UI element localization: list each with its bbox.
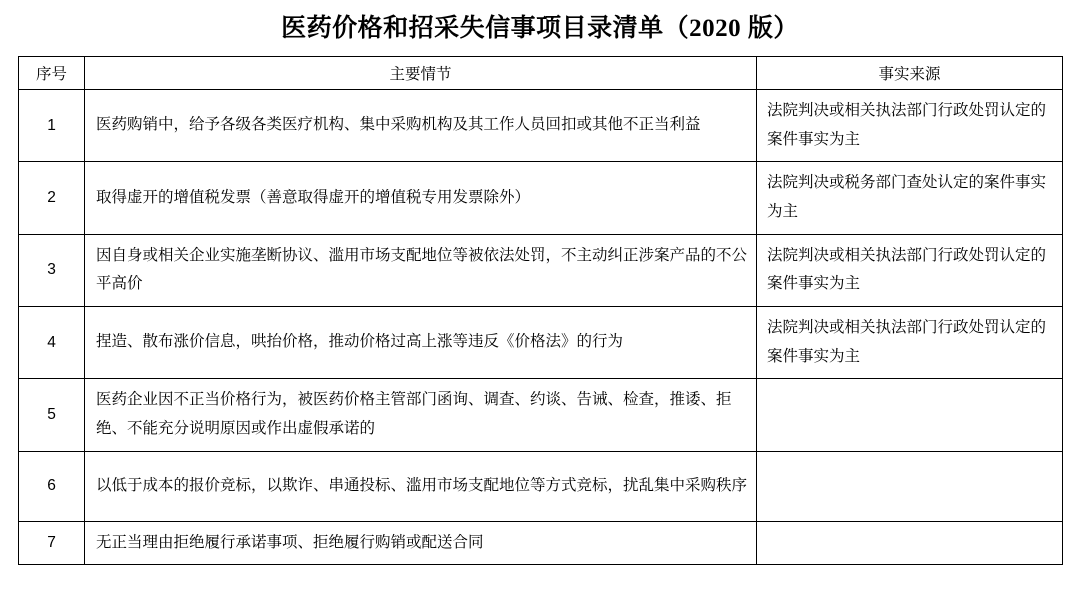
row-number: 5 <box>19 379 85 451</box>
row-number: 6 <box>19 451 85 521</box>
row-main-detail: 医药企业因不正当价格行为，被医药价格主管部门函询、调查、约谈、告诫、检查，推诿、拒绝、不能充分说明原因或作出虚假承诺的 <box>85 379 757 451</box>
column-header-no: 序号 <box>19 57 85 90</box>
row-main-detail: 取得虚开的增值税发票（善意取得虚开的增值税专用发票除外） <box>85 162 757 234</box>
row-fact-source <box>757 451 1063 521</box>
column-header-source: 事实来源 <box>757 57 1063 90</box>
row-fact-source: 法院判决或税务部门查处认定的案件事实为主 <box>757 162 1063 234</box>
row-fact-source <box>757 379 1063 451</box>
table-row <box>19 521 1063 565</box>
row-fact-source: 法院判决或相关执法部门行政处罚认定的案件事实为主 <box>757 234 1063 306</box>
row-number: 7 <box>19 521 85 565</box>
table-row <box>19 379 1063 451</box>
row-number: 1 <box>19 90 85 162</box>
row-main-detail: 无正当理由拒绝履行承诺事项、拒绝履行购销或配送合同 <box>85 521 757 565</box>
column-header-main: 主要情节 <box>85 57 757 90</box>
discredit-items-table <box>18 56 1063 565</box>
row-fact-source: 法院判决或相关执法部门行政处罚认定的案件事实为主 <box>757 307 1063 379</box>
row-fact-source <box>757 521 1063 565</box>
row-number: 3 <box>19 234 85 306</box>
page-title: 医药价格和招采失信事项目录清单（2020 版） <box>281 15 799 42</box>
row-main-detail: 以低于成本的报价竞标，以欺诈、串通投标、滥用市场支配地位等方式竞标，扰乱集中采购秩序 <box>85 451 757 521</box>
table-row <box>19 234 1063 306</box>
table-row <box>19 162 1063 234</box>
table-row <box>19 451 1063 521</box>
table-row <box>19 90 1063 162</box>
row-fact-source: 法院判决或相关执法部门行政处罚认定的案件事实为主 <box>757 90 1063 162</box>
table-row <box>19 307 1063 379</box>
row-number: 4 <box>19 307 85 379</box>
table-body <box>19 90 1063 565</box>
row-main-detail: 医药购销中，给予各级各类医疗机构、集中采购机构及其工作人员回扣或其他不正当利益 <box>85 90 757 162</box>
table-header-row <box>19 57 1063 90</box>
row-number: 2 <box>19 162 85 234</box>
row-main-detail: 因自身或相关企业实施垄断协议、滥用市场支配地位等被依法处罚，不主动纠正涉案产品的不公平高价 <box>85 234 757 306</box>
table-header <box>19 57 1063 90</box>
row-main-detail: 捏造、散布涨价信息，哄抬价格，推动价格过高上涨等违反《价格法》的行为 <box>85 307 757 379</box>
